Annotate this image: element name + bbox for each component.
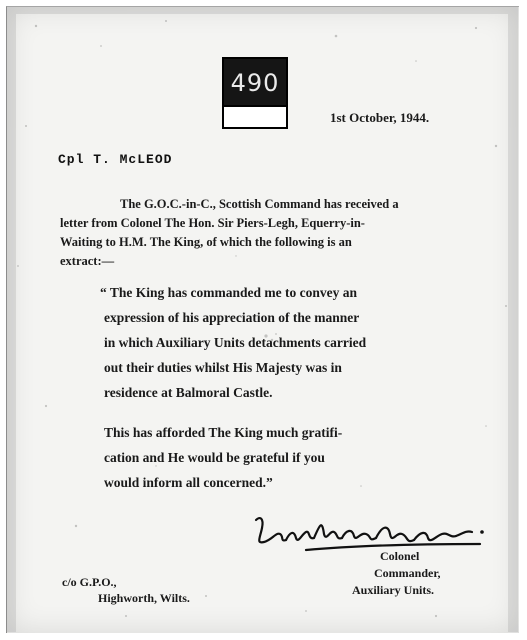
intro-line: The G.O.C.-in-C., Scottish Command has received a xyxy=(120,197,399,211)
quote-line: “ The King has commanded me to convey an xyxy=(100,285,358,300)
stamp-label-strip xyxy=(224,105,286,127)
quote-line: cation and He would be grateful if you xyxy=(104,450,325,465)
intro-line: extract:— xyxy=(60,254,115,268)
address-line-2: Highworth, Wilts. xyxy=(98,591,190,605)
address-line-1: c/o G.P.O., xyxy=(62,575,117,589)
quote-line: out their duties whilst His Majesty was in xyxy=(104,360,342,375)
quote-line: expression of his appreciation of the manner xyxy=(104,310,360,325)
recipient-name: Cpl T. McLEOD xyxy=(58,152,173,167)
handwritten-signature xyxy=(250,510,490,558)
intro-line: letter from Colonel The Hon. Sir Piers-Legh, Equerry-in- xyxy=(60,216,365,230)
quote-line: would inform all concerned.” xyxy=(104,475,273,490)
signatory-rank: Colonel xyxy=(380,549,420,563)
reference-number-stamp xyxy=(222,57,288,129)
quote-line: in which Auxiliary Units detachments carried xyxy=(104,335,367,350)
stamp-number: 490 xyxy=(230,69,280,97)
signatory-unit: Auxiliary Units. xyxy=(352,583,435,597)
intro-line: Waiting to H.M. The King, of which the following is an xyxy=(60,235,352,249)
signatory-role: Commander, xyxy=(374,566,441,580)
quote-line: This has afforded The King much gratifi- xyxy=(104,425,343,440)
letter-date: 1st October, 1944. xyxy=(330,110,430,125)
quote-line: residence at Balmoral Castle. xyxy=(104,385,273,400)
